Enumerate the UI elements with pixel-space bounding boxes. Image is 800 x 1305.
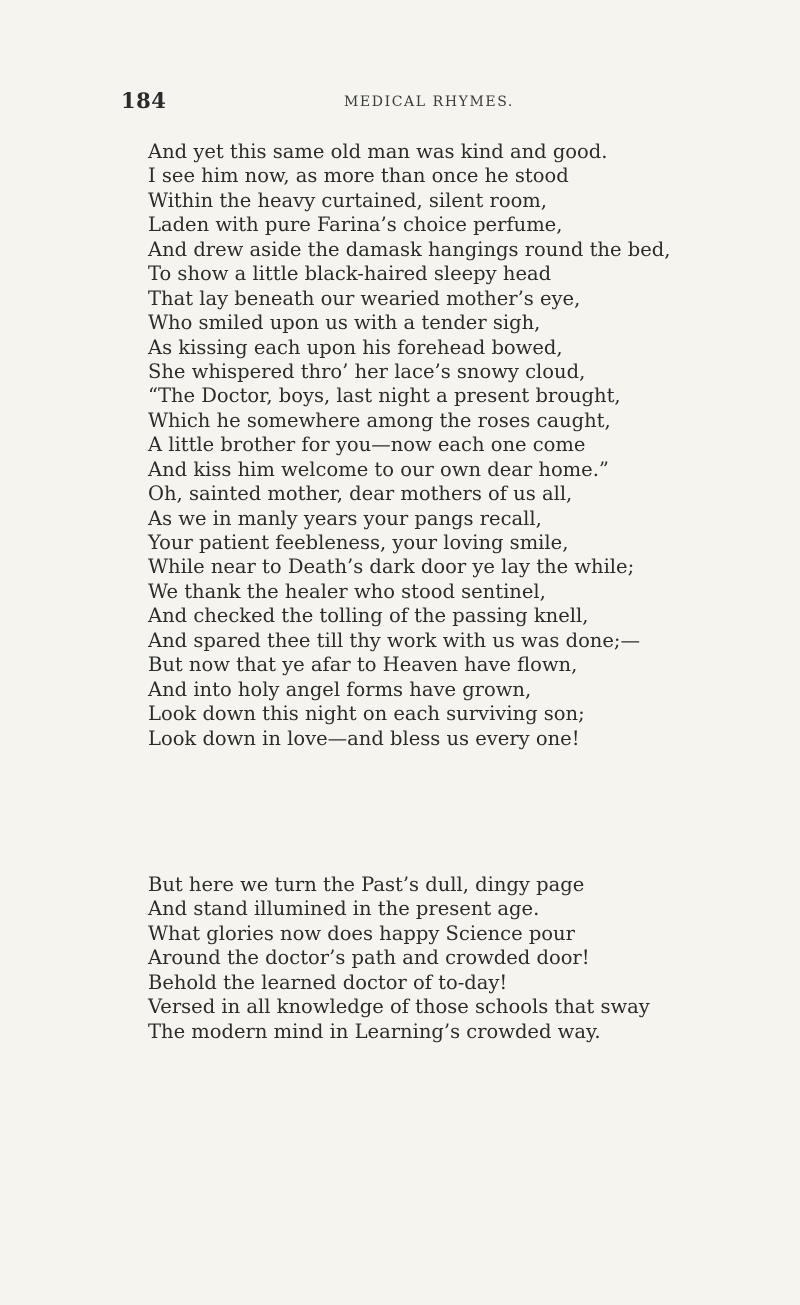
poem-line: As we in manly years your pangs recall, [148, 506, 542, 530]
poem-line: To show a little black-haired sleepy head [148, 262, 552, 286]
poem-line: That lay beneath our wearied mother’s eye, [148, 286, 581, 310]
poem-line: Oh, sainted mother, dear mothers of us all, [148, 482, 573, 506]
poem-line: Versed in all knowledge of those schools that sway [148, 995, 650, 1019]
poem-line: While near to Death’s dark door ye lay the while; [148, 555, 635, 579]
poem-line: And checked the tolling of the passing knell, [148, 604, 589, 628]
poem-line: Around the doctor’s path and crowded door! [148, 946, 590, 970]
poem-line: Look down this night on each surviving son; [148, 702, 585, 726]
poem-line: Look down in love—and bless us every one! [148, 726, 580, 750]
poem-line: Laden with pure Farina’s choice perfume, [148, 213, 563, 237]
poem-line: But now that ye afar to Heaven have flown, [148, 653, 578, 677]
poem-line: We thank the healer who stood sentinel, [148, 579, 546, 603]
stanza-1 [148, 140, 788, 751]
poem-line: She whispered thro’ her lace’s snowy cloud, [148, 359, 586, 383]
poem-line: Who smiled upon us with a tender sigh, [148, 311, 541, 335]
poem-line: And into holy angel forms have grown, [148, 677, 532, 701]
running-title: MEDICAL RHYMES. [344, 94, 514, 110]
poem-line: I see him now, as more than once he stood [148, 164, 569, 188]
poem-line: As kissing each upon his forehead bowed, [148, 335, 563, 359]
poem-line: Your patient feebleness, your loving smile, [148, 531, 569, 554]
poem-line: And stand illumined in the present age. [148, 897, 540, 921]
poem-line: Behold the learned doctor of to-day! [148, 970, 508, 994]
poem-line: “The Doctor, boys, last night a present brought, [148, 384, 621, 408]
poem-line: But here we turn the Past’s dull, dingy page [148, 873, 585, 896]
poem-line: And drew aside the damask hangings round the bed, [148, 237, 671, 261]
page-number: 184 [121, 88, 167, 113]
stanza-2 [148, 873, 788, 1044]
poem-line: Within the heavy curtained, silent room, [148, 188, 547, 212]
poem-line: And spared thee till thy work with us was done;— [148, 628, 640, 652]
page-header [0, 88, 800, 118]
poem-line: Which he somewhere among the roses caught, [148, 408, 611, 432]
poem-line: And kiss him welcome to our own dear home.” [148, 457, 609, 481]
poem-line: A little brother for you—now each one come [148, 433, 586, 457]
poem-line: And yet this same old man was kind and good. [148, 140, 608, 163]
poem-line: The modern mind in Learning’s crowded way. [148, 1019, 601, 1043]
poem-line: What glories now does happy Science pour [148, 921, 575, 945]
